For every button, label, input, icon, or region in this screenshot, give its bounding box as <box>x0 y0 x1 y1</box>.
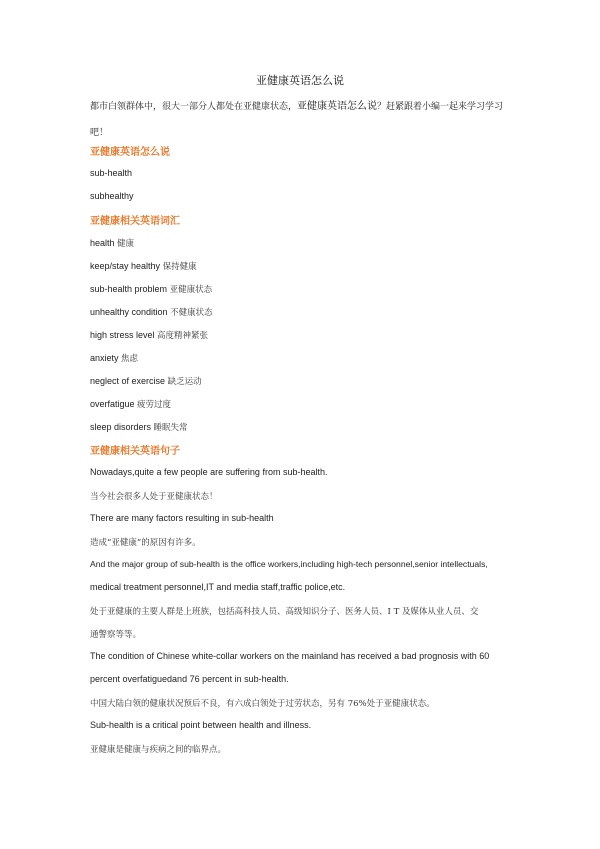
vocab-item <box>90 329 208 341</box>
vocab-zh: 焦虑 <box>121 354 139 364</box>
sentence-zh: 通警察等等。 <box>90 630 142 640</box>
sentence-zh: 中国大陆白领的健康状况预后不良，有六成白领处于过劳状态，另有 76%处于亚健康状态。 <box>90 699 435 709</box>
page-title: 亚健康英语怎么说 <box>256 74 344 87</box>
sentence-en: Sub-health is a critical point between health and illness. <box>90 720 312 730</box>
sentence-zh: 亚健康是健康与疾病之间的临界点。 <box>90 745 227 755</box>
vocab-zh: 亚健康状态 <box>169 285 213 295</box>
sentence-zh: 造成“亚健康”的原因有许多。 <box>90 538 201 548</box>
vocab-item <box>90 421 188 433</box>
vocab-en: keep/stay healthy <box>90 261 161 271</box>
intro-text-after: ？赶紧跟着小编一起来学习学习吧！ <box>90 102 504 138</box>
section-heading-1: 亚健康英语怎么说 <box>90 147 170 158</box>
sentence-en: percent overfatiguedand 76 percent in sub-health. <box>90 674 289 684</box>
intro-paragraph <box>90 94 520 146</box>
vocab-en: sleep disorders <box>90 422 152 432</box>
sentence-en: And the major group of sub-health is the office workers,including high-tech personnel,senior intellectuals, <box>90 559 488 569</box>
sentence-zh: 当今社会很多人处于亚健康状态！ <box>90 492 218 502</box>
intro-highlight: 亚健康英语怎么说 <box>297 101 378 112</box>
vocab-en: health <box>90 238 115 248</box>
vocab-zh: 高度精神紧张 <box>157 331 209 341</box>
intro-text-before: 都市白领群体中，很大一部分人都处在亚健康状态， <box>90 102 298 112</box>
vocab-en: sub-health problem <box>90 284 168 294</box>
vocab-en: anxiety <box>90 353 119 363</box>
vocab-en: overfatigue <box>90 399 135 409</box>
term-line: subhealthy <box>90 191 134 201</box>
vocab-zh: 保持健康 <box>162 262 197 272</box>
vocab-item <box>90 260 197 272</box>
vocab-item <box>90 398 171 410</box>
sentence-zh: 处于亚健康的主要人群是上班族，包括高科技人员、高级知识分子、医务人员、I T 及媒体从业人员、交 <box>90 607 479 617</box>
vocab-item <box>90 237 134 249</box>
vocab-zh: 疲劳过度 <box>137 400 172 410</box>
sentence-en: The condition of Chinese white-collar workers on the mainland has received a bad prognosis with 60 <box>90 651 490 661</box>
vocab-en: high stress level <box>90 330 155 340</box>
vocab-zh: 健康 <box>117 239 135 249</box>
section-heading-2: 亚健康相关英语词汇 <box>90 216 180 227</box>
vocab-zh: 睡眠失常 <box>153 423 188 433</box>
vocab-item <box>90 352 138 364</box>
section-heading-3: 亚健康相关英语句子 <box>90 446 180 457</box>
vocab-zh: 缺乏运动 <box>167 377 202 387</box>
vocab-en: neglect of exercise <box>90 376 166 386</box>
sentence-en: medical treatment personnel,IT and media staff,traffic police,etc. <box>90 582 346 592</box>
sentence-en: Nowadays,quite a few people are suffering from sub-health. <box>90 467 328 477</box>
vocab-item <box>90 306 213 318</box>
term-line: sub-health <box>90 168 133 178</box>
vocab-en: unhealthy condition <box>90 307 168 317</box>
vocab-item <box>90 283 212 295</box>
vocab-zh: 不健康状态 <box>170 308 213 318</box>
sentence-en: There are many factors resulting in sub-health <box>90 513 274 523</box>
vocab-item <box>90 375 202 387</box>
